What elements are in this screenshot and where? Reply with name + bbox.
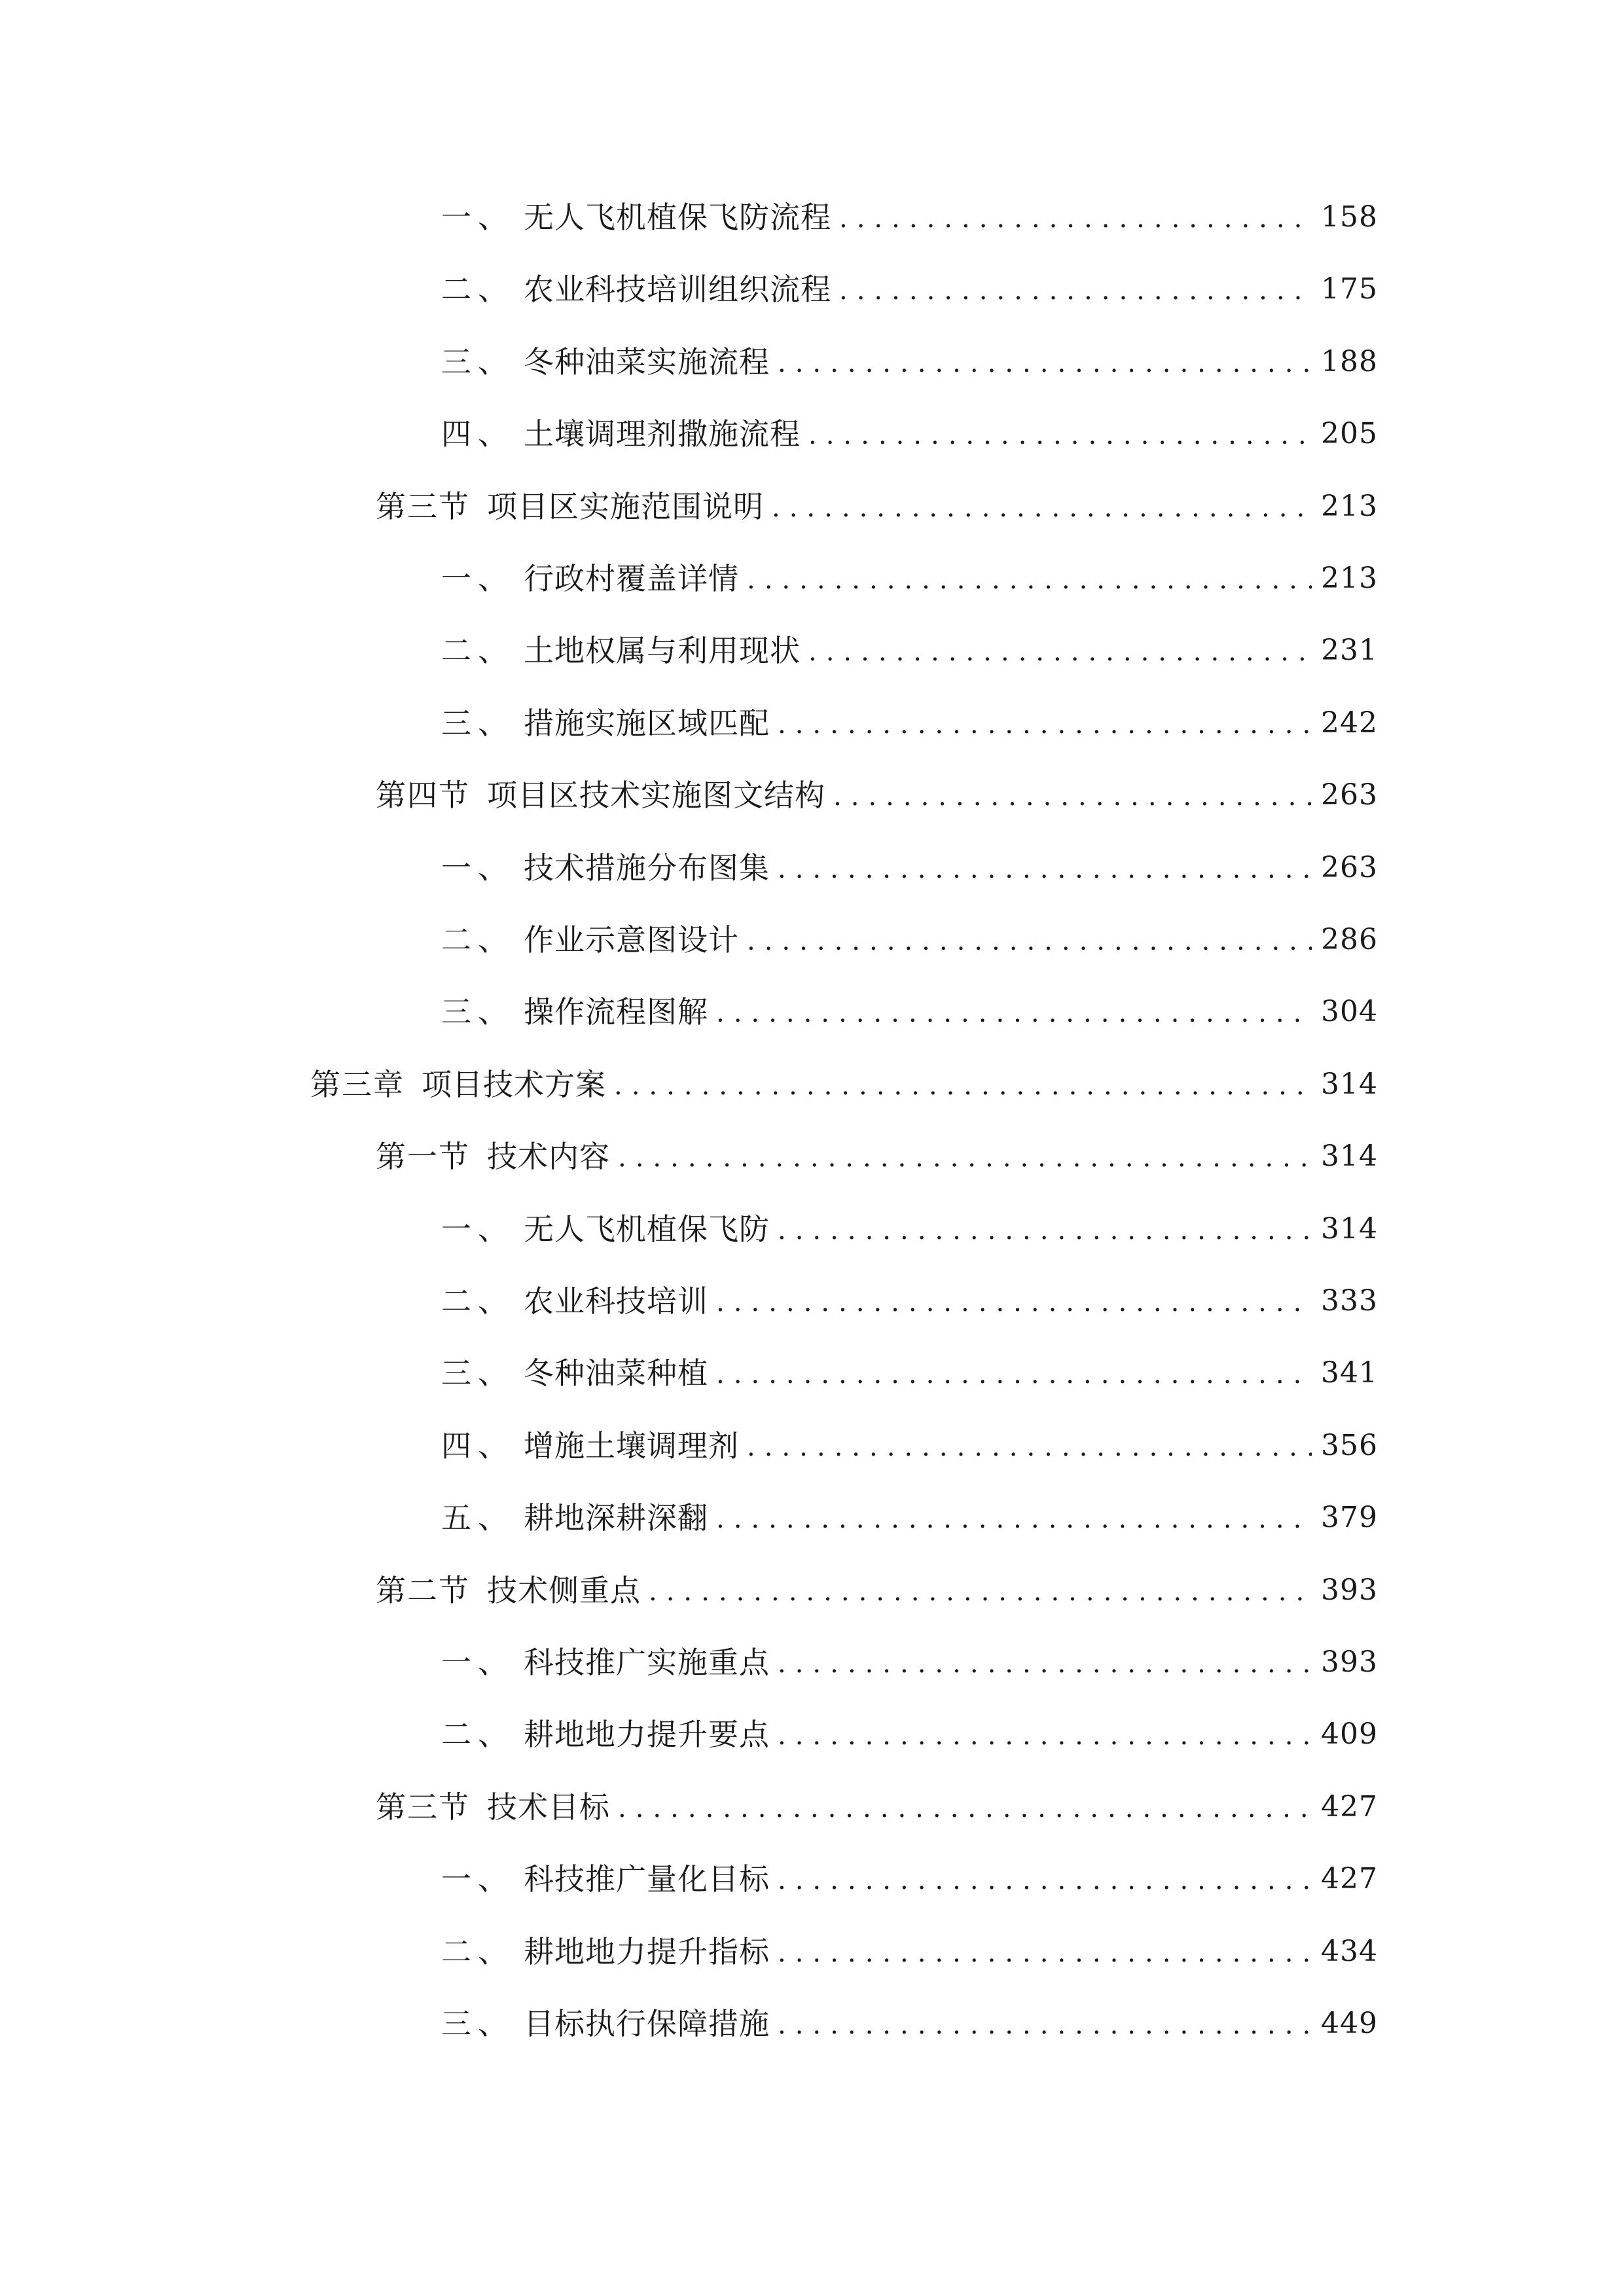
toc-entry-number: 二、 — [441, 1283, 514, 1319]
toc-entry-label — [441, 842, 770, 894]
toc-entry-section[interactable] — [376, 1781, 1378, 1833]
toc-page-number: 263 — [1321, 778, 1378, 812]
toc-dot-leader — [808, 624, 1312, 677]
toc-entry-number: 三、 — [441, 706, 514, 741]
toc-page-number: 314 — [1321, 1067, 1378, 1101]
toc-entry-title: 耕地深耕深翻 — [524, 1500, 708, 1535]
toc-entry-number: 五、 — [441, 1500, 514, 1535]
toc-dot-leader — [649, 1564, 1312, 1617]
toc-entry-item[interactable] — [441, 1998, 1378, 2050]
toc-entry-label — [376, 1781, 610, 1833]
toc-entry-label — [441, 1347, 708, 1399]
toc-entry-label — [441, 624, 801, 677]
toc-entry-number: 三、 — [441, 2006, 514, 2041]
toc-entry-label — [441, 263, 831, 315]
toc-entry-title: 耕地地力提升要点 — [524, 1717, 770, 1752]
toc-entry-label — [441, 408, 801, 460]
toc-dot-leader — [778, 1926, 1312, 1978]
toc-dot-leader — [778, 1708, 1312, 1761]
toc-page-number: 409 — [1321, 1717, 1378, 1751]
toc-entry-number: 四、 — [441, 416, 514, 452]
toc-entry-number: 第四节 — [376, 778, 470, 813]
toc-page-number: 314 — [1321, 1139, 1378, 1173]
toc-entry-title: 冬种油菜实施流程 — [524, 344, 770, 380]
toc-entry-label — [441, 1708, 770, 1761]
toc-dot-leader — [747, 552, 1312, 605]
toc-page-number: 188 — [1321, 345, 1378, 378]
toc-entry-number: 三、 — [441, 994, 514, 1030]
toc-dot-leader — [614, 1058, 1312, 1111]
toc-entry-item[interactable] — [441, 336, 1378, 388]
toc-page-number: 175 — [1321, 272, 1378, 306]
toc-entry-label — [441, 552, 739, 605]
toc-entry-item[interactable] — [441, 1203, 1378, 1255]
toc-entry-item[interactable] — [441, 191, 1378, 243]
toc-entry-item[interactable] — [441, 1708, 1378, 1761]
toc-entry-item[interactable] — [441, 986, 1378, 1038]
toc-entry-number: 二、 — [441, 272, 514, 307]
toc-page-number: 341 — [1321, 1356, 1378, 1390]
toc-page-number: 427 — [1321, 1862, 1378, 1895]
toc-entry-title: 目标执行保障措施 — [524, 2006, 770, 2041]
toc-entry-title: 土地权属与利用现状 — [524, 633, 801, 668]
toc-dot-leader — [716, 1492, 1312, 1544]
toc-entry-number: 一、 — [441, 1645, 514, 1680]
toc-dot-leader — [716, 986, 1312, 1038]
toc-entry-number: 四、 — [441, 1428, 514, 1463]
toc-entry-title: 农业科技培训 — [524, 1283, 708, 1319]
toc-entry-label — [441, 191, 831, 243]
toc-entry-number: 第三节 — [376, 1789, 470, 1825]
toc-entry-label — [376, 480, 764, 533]
toc-page-number: 158 — [1321, 200, 1378, 234]
toc-entry-item[interactable] — [441, 1492, 1378, 1544]
toc-entry-label — [310, 1058, 606, 1111]
toc-page-number: 304 — [1321, 995, 1378, 1028]
toc-entry-item[interactable] — [441, 697, 1378, 749]
toc-dot-leader — [747, 1420, 1312, 1472]
toc-entry-item[interactable] — [441, 1420, 1378, 1472]
toc-entry-title: 技术目标 — [487, 1789, 610, 1825]
toc-entry-title: 科技推广量化目标 — [524, 1861, 770, 1897]
toc-page-number: 356 — [1321, 1429, 1378, 1462]
toc-page-number: 449 — [1321, 2007, 1378, 2040]
toc-entry-label — [376, 1564, 641, 1617]
toc-entry-chapter[interactable] — [310, 1058, 1378, 1111]
toc-entry-section[interactable] — [376, 480, 1378, 533]
toc-page-number: 393 — [1321, 1645, 1378, 1679]
toc-dot-leader — [778, 336, 1312, 388]
toc-entry-item[interactable] — [441, 263, 1378, 315]
toc-page-number: 286 — [1321, 923, 1378, 956]
toc-entry-item[interactable] — [441, 552, 1378, 605]
toc-entry-label — [441, 1853, 770, 1905]
toc-entry-title: 技术措施分布图集 — [524, 850, 770, 886]
toc-entry-number: 二、 — [441, 922, 514, 958]
toc-entry-label — [441, 986, 708, 1038]
toc-entry-section[interactable] — [376, 1564, 1378, 1617]
toc-entry-item[interactable] — [441, 408, 1378, 460]
toc-entry-label — [441, 1203, 770, 1255]
toc-page-number: 242 — [1321, 706, 1378, 740]
toc-entry-title: 技术侧重点 — [487, 1573, 641, 1608]
toc-page-number: 213 — [1321, 490, 1378, 523]
toc-entry-number: 一、 — [441, 200, 514, 235]
toc-page-number: 333 — [1321, 1284, 1378, 1318]
toc-entry-number: 第三节 — [376, 489, 470, 524]
toc-entry-label — [441, 1492, 708, 1544]
toc-entry-title: 增施土壤调理剂 — [524, 1428, 739, 1463]
toc-entry-number: 二、 — [441, 633, 514, 668]
toc-dot-leader — [839, 191, 1312, 243]
toc-entry-label — [376, 1130, 610, 1183]
toc-page-number: 314 — [1321, 1212, 1378, 1246]
toc-page-number: 427 — [1321, 1790, 1378, 1823]
toc-page-number: 263 — [1321, 851, 1378, 884]
toc-entry-number: 一、 — [441, 561, 514, 596]
toc-dot-leader — [778, 697, 1312, 749]
toc-dot-leader — [839, 263, 1312, 315]
toc-entry-title: 土壤调理剂撒施流程 — [524, 416, 801, 452]
toc-dot-leader — [778, 1636, 1312, 1689]
toc-entry-label — [441, 914, 739, 966]
toc-dot-leader — [808, 408, 1312, 460]
toc-dot-leader — [772, 480, 1312, 533]
toc-page-number: 231 — [1321, 634, 1378, 667]
toc-page-number: 379 — [1321, 1501, 1378, 1534]
toc-entry-number: 第三章 — [310, 1067, 405, 1102]
toc-entry-title: 科技推广实施重点 — [524, 1645, 770, 1680]
toc-entry-title: 无人飞机植保飞防流程 — [524, 200, 831, 235]
toc-entry-item[interactable] — [441, 842, 1378, 894]
toc-entry-number: 二、 — [441, 1934, 514, 1969]
toc-entry-item[interactable] — [441, 624, 1378, 677]
toc-dot-leader — [833, 769, 1312, 821]
toc-entry-number: 二、 — [441, 1717, 514, 1752]
toc-page-number: 393 — [1321, 1573, 1378, 1607]
toc-page-number: 213 — [1321, 562, 1378, 595]
toc-entry-number: 一、 — [441, 850, 514, 886]
toc-entry-title: 无人飞机植保飞防 — [524, 1211, 770, 1247]
toc-entry-label — [441, 336, 770, 388]
toc-entry-title: 行政村覆盖详情 — [524, 561, 739, 596]
toc-entry-item[interactable] — [441, 914, 1378, 966]
toc-entry-item[interactable] — [441, 1853, 1378, 1905]
toc-page-number: 434 — [1321, 1935, 1378, 1968]
toc-entry-title: 耕地地力提升指标 — [524, 1934, 770, 1969]
toc-entry-item[interactable] — [441, 1275, 1378, 1327]
toc-entry-section[interactable] — [376, 769, 1378, 821]
toc-entry-label — [441, 1998, 770, 2050]
toc-entry-number: 第二节 — [376, 1573, 470, 1608]
toc-entry-label — [441, 1275, 708, 1327]
toc-entry-label — [441, 1636, 770, 1689]
toc-entry-number: 一、 — [441, 1211, 514, 1247]
toc-entry-number: 一、 — [441, 1861, 514, 1897]
toc-entry-label — [441, 697, 770, 749]
toc-dot-leader — [778, 842, 1312, 894]
toc-dot-leader — [778, 1203, 1312, 1255]
toc-dot-leader — [618, 1130, 1312, 1183]
toc-entry-number: 三、 — [441, 344, 514, 380]
toc-entry-title: 项目区技术实施图文结构 — [487, 778, 825, 813]
toc-entry-title: 农业科技培训组织流程 — [524, 272, 831, 307]
toc-entry-title: 项目技术方案 — [422, 1067, 606, 1102]
toc-entry-title: 操作流程图解 — [524, 994, 708, 1030]
toc-entry-label — [441, 1926, 770, 1978]
toc-entry-section[interactable] — [376, 1130, 1378, 1183]
toc-entry-label — [376, 769, 825, 821]
toc-entry-title: 项目区实施范围说明 — [487, 489, 764, 524]
toc-entry-number: 三、 — [441, 1355, 514, 1391]
toc-entry-item[interactable] — [441, 1636, 1378, 1689]
toc-entry-title: 冬种油菜种植 — [524, 1355, 708, 1391]
toc-entry-number: 第一节 — [376, 1139, 470, 1174]
toc-entry-title: 措施实施区域匹配 — [524, 706, 770, 741]
toc-entry-title: 技术内容 — [487, 1139, 610, 1174]
toc-dot-leader — [716, 1275, 1312, 1327]
toc-dot-leader — [747, 914, 1312, 966]
toc-page-number: 205 — [1321, 417, 1378, 450]
toc-dot-leader — [778, 1853, 1312, 1905]
toc-entry-label — [441, 1420, 739, 1472]
toc-entry-title: 作业示意图设计 — [524, 922, 739, 958]
toc-dot-leader — [778, 1998, 1312, 2050]
toc-dot-leader — [716, 1347, 1312, 1399]
toc-entry-item[interactable] — [441, 1926, 1378, 1978]
toc-dot-leader — [618, 1781, 1312, 1833]
toc-entry-item[interactable] — [441, 1347, 1378, 1399]
